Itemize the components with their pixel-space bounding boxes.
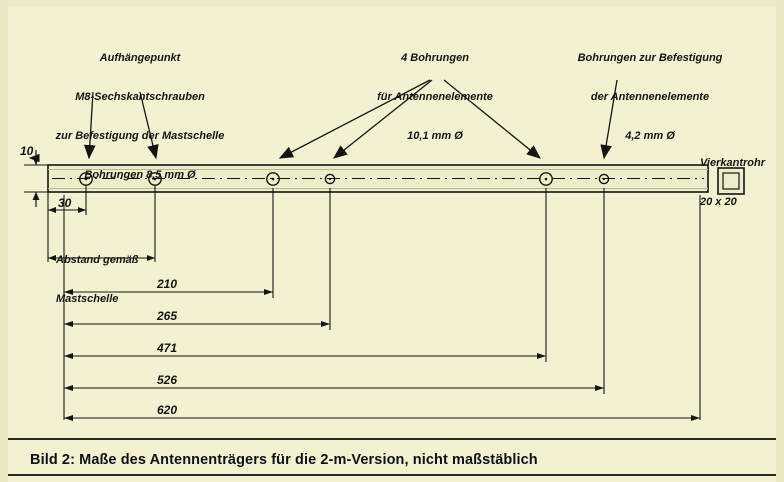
annotation-suspension-line4: Bohrungen 8,5 mm Ø bbox=[84, 168, 196, 181]
annotation-suspension-line1: Aufhängepunkt bbox=[99, 51, 181, 64]
annotation-square-tube-line2: 20 x 20 bbox=[700, 195, 737, 208]
dim-label-10: 10 bbox=[20, 144, 34, 158]
annotation-fixing-holes-line2: der Antennenelemente bbox=[590, 90, 710, 103]
dim-label-526: 526 bbox=[157, 373, 178, 387]
annotation-four-holes-line3: 10,1 mm Ø bbox=[407, 129, 463, 142]
dim-label-30: 30 bbox=[58, 196, 72, 210]
annotation-four-holes-line2: für Antennenelemente bbox=[377, 90, 493, 103]
annotation-suspension-line2: M8-Sechskantschrauben bbox=[75, 90, 205, 103]
dim-label-210: 210 bbox=[157, 277, 178, 291]
caption-divider-top bbox=[8, 438, 776, 440]
figure-caption: Bild 2: Maße des Antennenträgers für die 2-m-Version, nicht maßstäblich bbox=[30, 452, 538, 468]
annotation-square-tube bbox=[700, 131, 784, 235]
annotation-clamp-distance-line2: Mastschelle bbox=[56, 292, 119, 305]
dim-label-265: 265 bbox=[157, 309, 178, 323]
annotation-fixing-holes-line1: Bohrungen zur Befestigung bbox=[577, 51, 723, 64]
annotation-fixing-holes-line3: 4,2 mm Ø bbox=[625, 129, 675, 142]
caption-divider-bottom bbox=[8, 474, 776, 476]
annotation-suspension bbox=[20, 26, 260, 208]
annotation-square-tube-line1: Vierkantrohr bbox=[700, 156, 766, 169]
dim-label-471: 471 bbox=[157, 341, 178, 355]
dim-label-620: 620 bbox=[157, 403, 178, 417]
annotation-four-holes-line1: 4 Bohrungen bbox=[401, 51, 469, 64]
annotation-suspension-line3: zur Befestigung der Mastschelle bbox=[55, 129, 225, 142]
annotation-clamp-distance-line1: Abstand gemäß bbox=[56, 253, 139, 266]
annotation-four-holes bbox=[355, 26, 515, 169]
